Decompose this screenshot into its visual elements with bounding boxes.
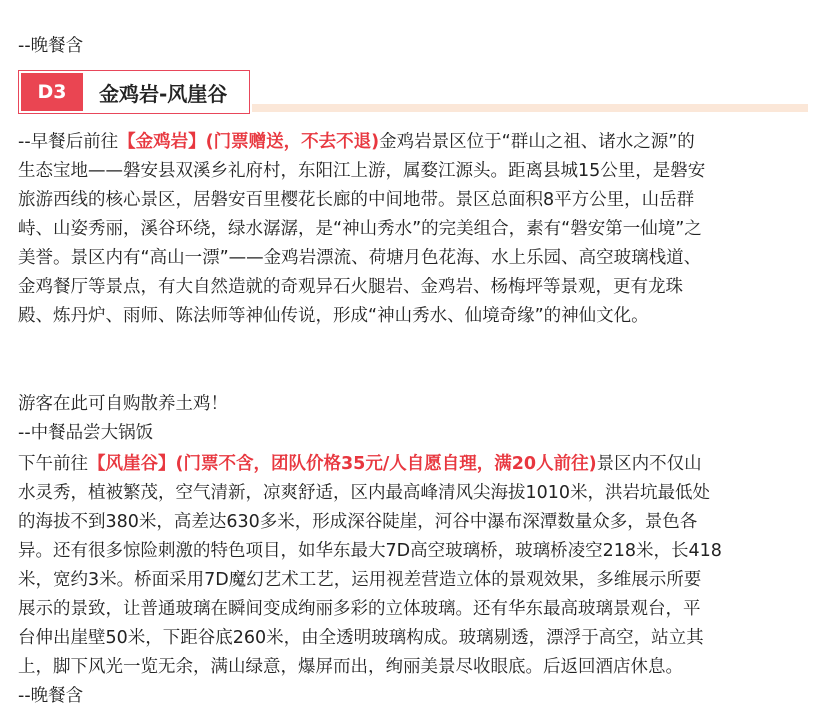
day-header (18, 70, 808, 116)
paragraph-line: 异。还有很多惊险刺激的特色项目，如华东最大7D高空玻璃桥，玻璃桥凌空218米，长418 (18, 541, 722, 561)
dinner-note-bottom: --晚餐含 (18, 686, 84, 706)
paragraph-line: 米，宽约3米。桥面采用7D魔幻艺术工艺，运用视差营造立体的景观效果，多维展示所要 (18, 570, 702, 590)
paragraph-line: 台伸出崖壁50米，下距谷底260米，由全透明玻璃构成。玻璃剔透，漂浮于高空，站立其 (18, 628, 704, 648)
attraction-highlight: 【风崖谷】(门票不含，团队价格35元/人自愿自理，满20人前往) (88, 454, 597, 474)
day-title: 金鸡岩-风崖谷 (99, 81, 228, 106)
day-title-box (18, 70, 250, 114)
paragraph-line: 旅游西线的核心景区，居磐安百里樱花长廊的中间地带。景区总面积8平方公里，山岳群 (18, 190, 695, 210)
morning-paragraph (18, 128, 810, 331)
paragraph-line: 美誉。景区内有“高山一漂”——金鸡岩漂流、荷塘月色花海、水上乐园、高空玻璃栈道、 (18, 248, 702, 268)
paragraph-line: 上，脚下风光一览无余，满山绿意，爆屏而出，绚丽美景尽收眼底。后返回酒店休息。 (18, 657, 683, 677)
paragraph-line: 殿、炼丹炉、雨师、陈法师等神仙传说，形成“神山秀水、仙境奇缘”的神仙文化。 (18, 306, 649, 326)
paragraph-line (18, 450, 810, 479)
paragraph-line: 展示的景致，让普通玻璃在瞬间变成绚丽多彩的立体玻璃。还有华东最高玻璃景观台，平 (18, 599, 701, 619)
text-span: 下午前往 (18, 454, 88, 474)
text-span: --早餐后前往 (18, 132, 119, 152)
paragraph-line: 生态宝地——磐安县双溪乡礼府村，东阳江上游，属婺江源头。距离县城15公里，是磐安 (18, 161, 706, 181)
paragraph-line: 峙、山姿秀丽，溪谷环绕，绿水潺潺，是“神山秀水”的完美组合，素有“磐安第一仙境”之 (18, 219, 702, 239)
dinner-note-top: --晚餐含 (18, 36, 84, 56)
lunch-note: --中餐品尝大锅饭 (18, 423, 154, 443)
afternoon-paragraph (18, 450, 810, 711)
day-header-underline (252, 104, 808, 112)
paragraph-line: 的海拔不到380米，高差达630多米，形成深谷陡崖，河谷中瀑布深潭数量众多，景色各 (18, 512, 698, 532)
paragraph-line: 水灵秀，植被繁茂，空气清新，凉爽舒适，区内最高峰清风尖海拔1010米，洪岩坑最低处 (18, 483, 711, 503)
itinerary-top (18, 32, 810, 61)
text-span: 金鸡岩景区位于“群山之祖、诸水之源”的 (379, 132, 695, 152)
paragraph-line: 金鸡餐厅等景点，有大自然造就的奇观异石火腿岩、金鸡岩、杨梅坪等景观，更有龙珠 (18, 277, 683, 297)
notes-block (18, 390, 810, 448)
chicken-note: 游客在此可自购散养土鸡！ (18, 394, 228, 414)
day-tag: D3 (21, 73, 83, 111)
paragraph-line (18, 128, 810, 157)
attraction-highlight: 【金鸡岩】(门票赠送，不去不退) (118, 132, 380, 152)
text-span: 景区内不仅山 (596, 454, 702, 474)
